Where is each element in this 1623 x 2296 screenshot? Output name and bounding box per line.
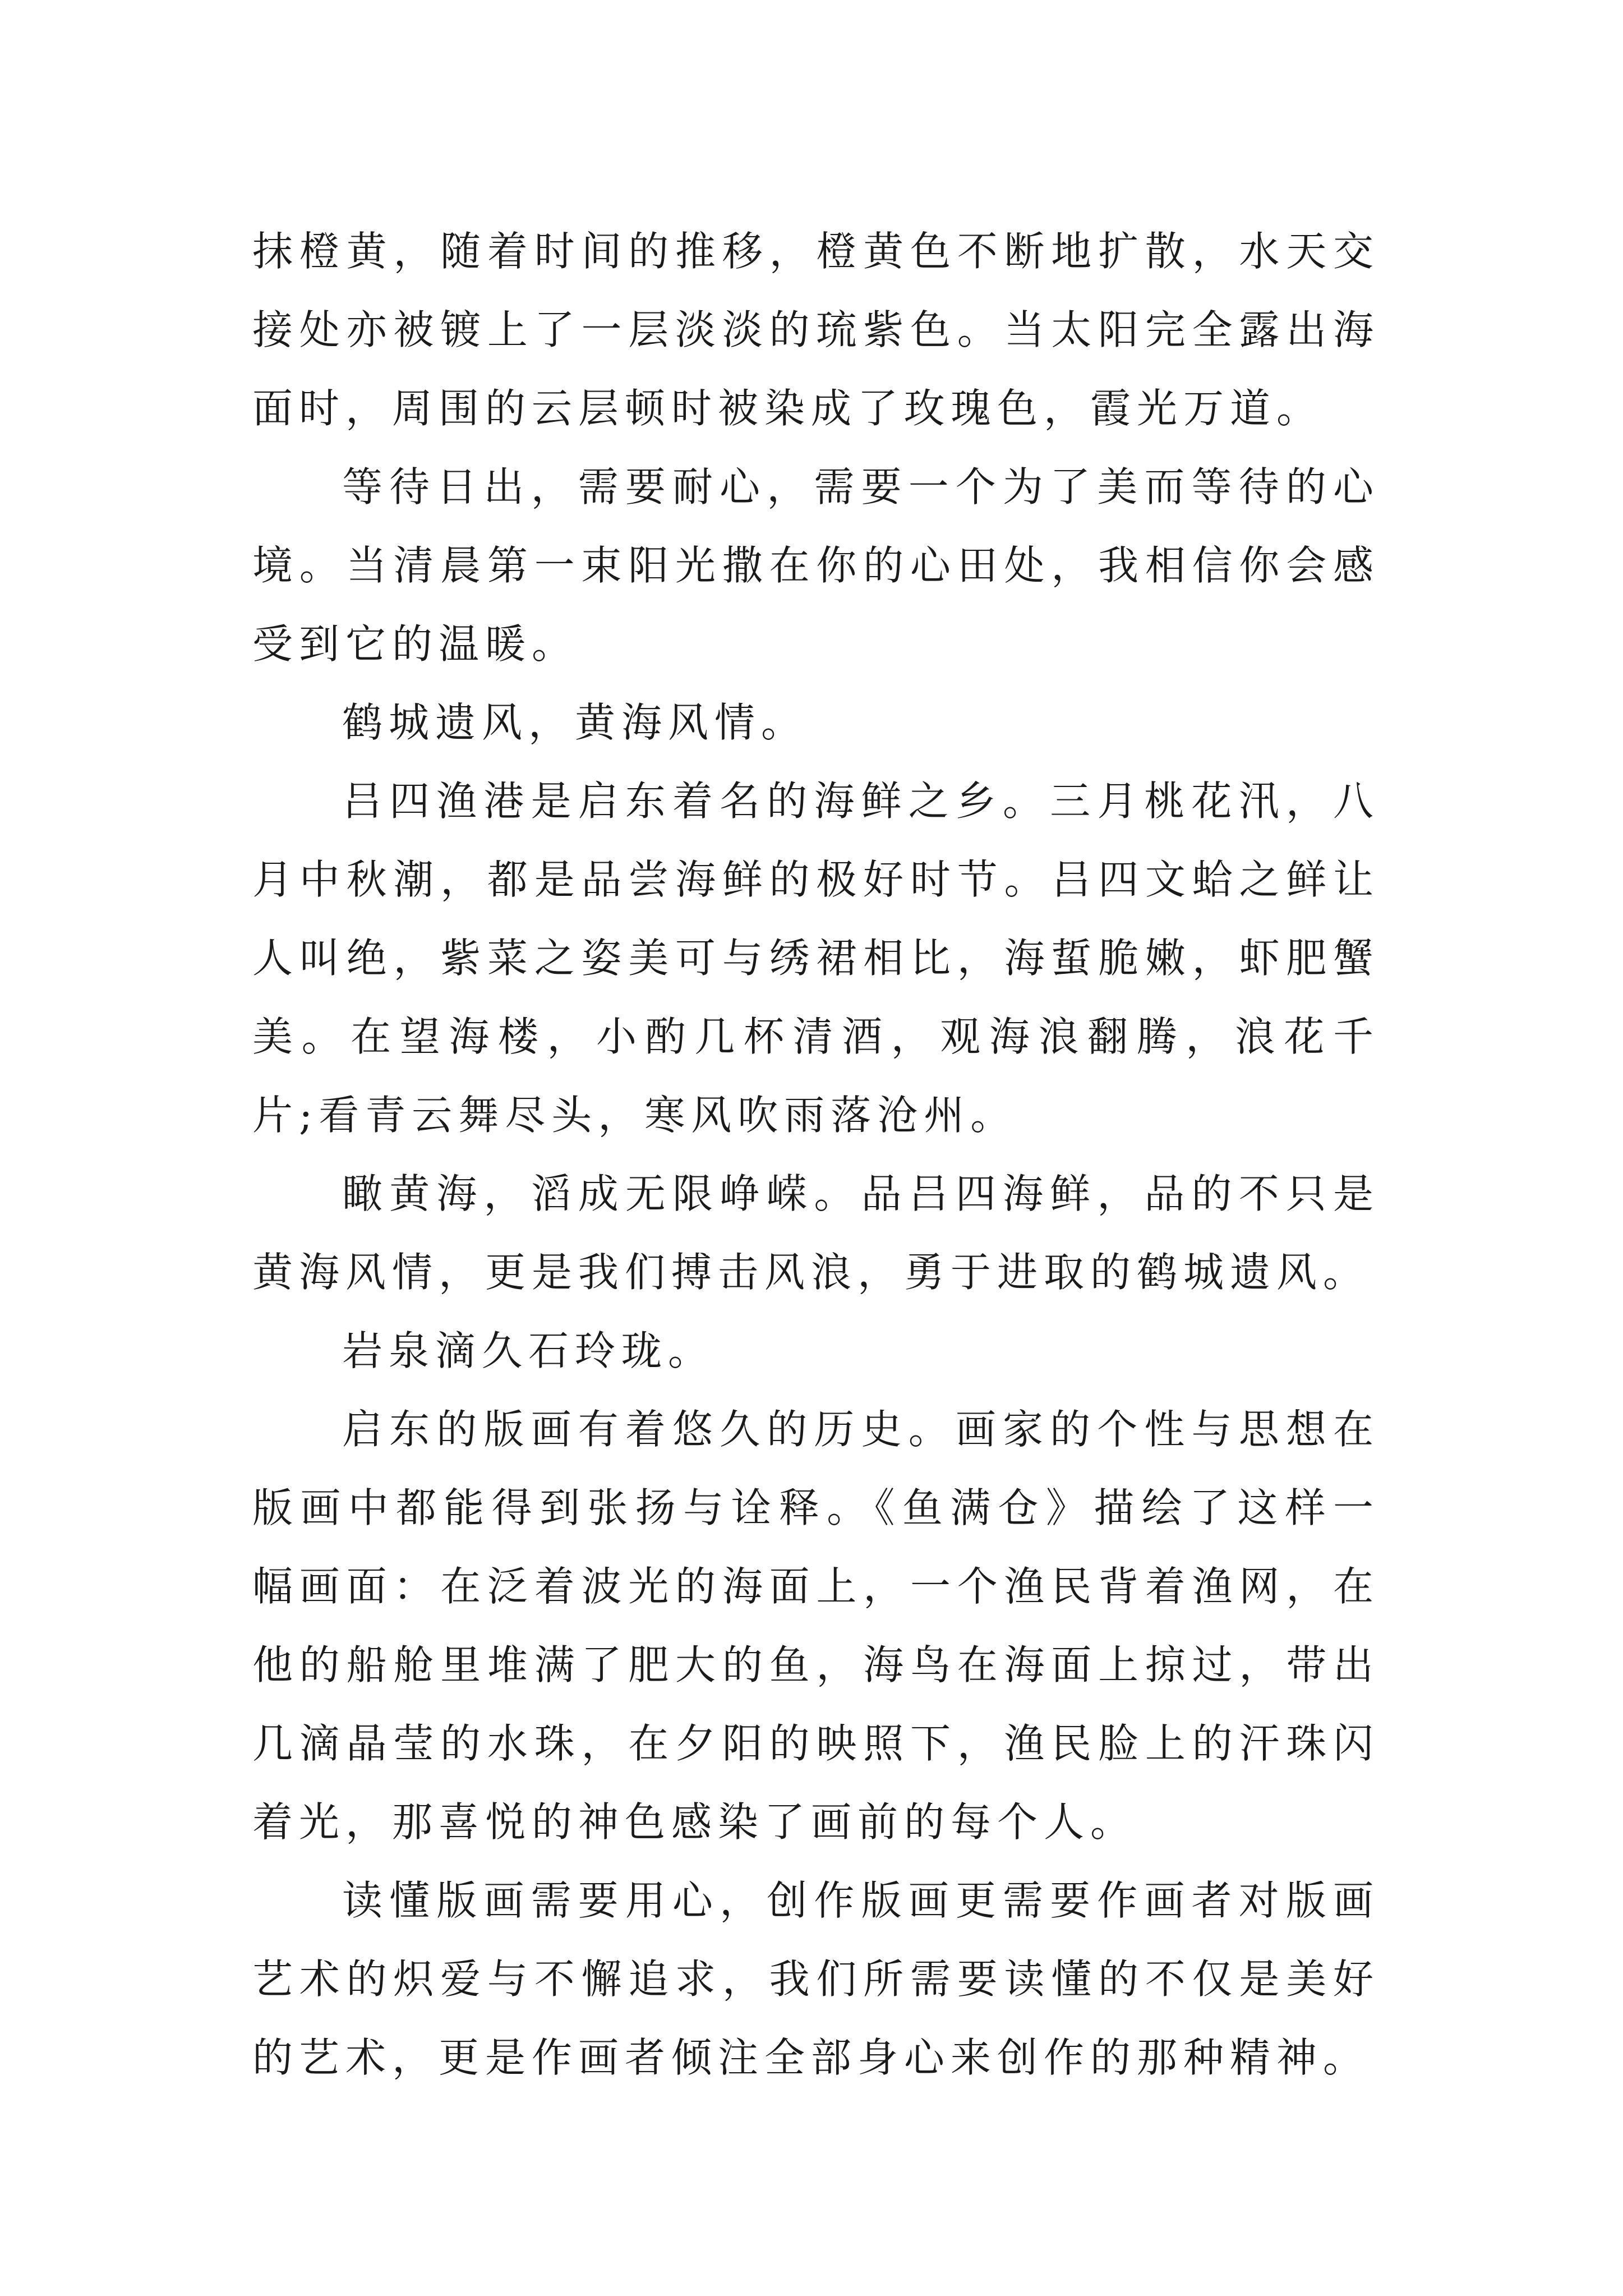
paragraph: 抹橙黄，随着时间的推移，橙黄色不断地扩散，水天交接处亦被镀上了一层淡淡的琉紫色。当太阳完全露出海面时，周围的云层顿时被染成了玫瑰色，霞光万道。 xyxy=(252,228,1380,432)
document-body xyxy=(252,212,1380,2097)
paragraph: 岩泉滴久石玲珑。 xyxy=(342,1327,715,1374)
paragraph: 鹤城遗风，黄海风情。 xyxy=(342,699,808,746)
paragraph: 吕四渔港是启东着名的海鲜之乡。三月桃花汛，八月中秋潮，都是品尝海鲜的极好时节。吕四文蛤之鲜让人叫绝，紫菜之姿美可与绣裙相比，海蜇脆嫩，虾肥蟹美。在望海楼，小酌几杯清酒，观海浪翻腾，浪花千片;看青云舞尽头，寒风吹雨落沧州。 xyxy=(252,777,1380,1139)
paragraph: 瞰黄海，滔成无限峥嵘。品吕四海鲜，品的不只是黄海风情，更是我们搏击风浪，勇于进取的鹤城遗风。 xyxy=(252,1170,1380,1296)
paragraph: 读懂版画需要用心，创作版画更需要作画者对版画艺术的炽爱与不懈追求，我们所需要读懂的不仅是美好的艺术，更是作画者倾注全部身心来创作的那种精神。 xyxy=(252,1877,1380,2081)
paragraph: 等待日出，需要耐心，需要一个为了美而等待的心境。当清晨第一束阳光撒在你的心田处，我相信你会感受到它的温暖。 xyxy=(252,463,1380,668)
paragraph: 启东的版画有着悠久的历史。画家的个性与思想在版画中都能得到张扬与诠释。《鱼满仓》描绘了这样一幅画面：在泛着波光的海面上，一个渔民背着渔网，在他的船舱里堆满了肥大的鱼，海鸟在海面上掠过，带出几滴晶莹的水珠，在夕阳的映照下，渔民脸上的汗珠闪着光，那喜悦的神色感染了画前的每个人。 xyxy=(252,1406,1380,1846)
